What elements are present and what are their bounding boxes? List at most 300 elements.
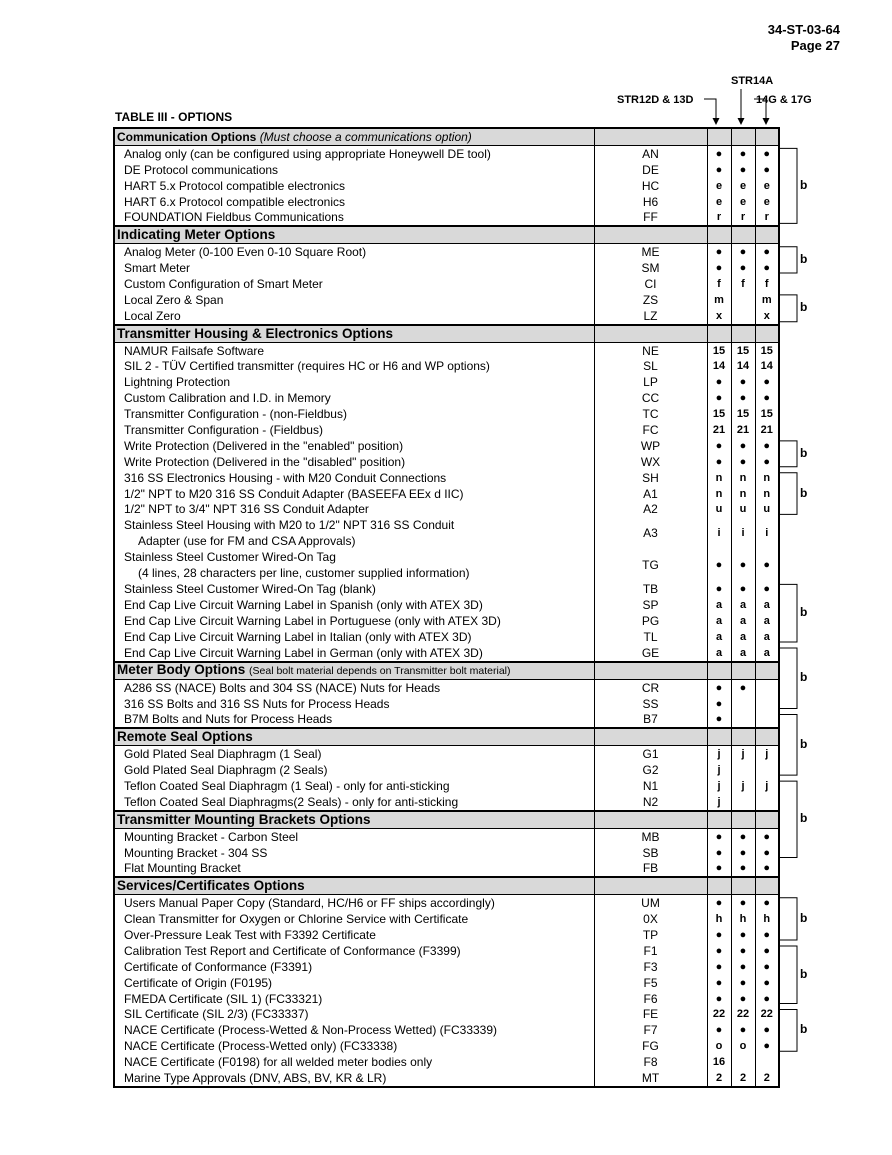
- availability-str14a: n: [731, 486, 755, 502]
- option-description: [114, 145, 594, 161]
- option-description: [114, 778, 594, 794]
- option-description-text: Marine Type Approvals (DNV, ABS, BV, KR & LR): [124, 1071, 387, 1086]
- section-note: (Seal bolt material depends on Transmitter bolt material): [249, 665, 511, 678]
- col-head-str14a: STR14A: [731, 75, 774, 87]
- availability-str14g: a: [755, 645, 779, 662]
- availability-str12d: ●: [707, 438, 731, 454]
- option-description: [114, 975, 594, 991]
- availability-str14a: 14: [731, 358, 755, 374]
- group-bracket-label: b: [800, 445, 808, 460]
- section-title: Services/Certificates Options: [117, 878, 305, 894]
- group-bracket: [780, 648, 797, 709]
- option-description: [114, 1038, 594, 1054]
- option-description-text: Local Zero: [124, 308, 181, 323]
- option-code: FG: [594, 1038, 707, 1054]
- availability-str14a: ●: [731, 145, 755, 161]
- option-description-text: Gold Plated Seal Diaphragm (2 Seals): [124, 763, 328, 778]
- availability-str12d: e: [707, 178, 731, 194]
- section-header: [114, 128, 779, 145]
- option-description: [114, 762, 594, 778]
- option-description-text: Gold Plated Seal Diaphragm (1 Seal): [124, 747, 322, 762]
- option-row: [114, 629, 779, 645]
- availability-str12d: ●: [707, 712, 731, 729]
- option-row: [114, 895, 779, 911]
- option-description: [114, 454, 594, 470]
- option-description: [114, 927, 594, 943]
- option-description: [114, 374, 594, 390]
- option-code: N2: [594, 794, 707, 811]
- section-header: [114, 325, 779, 342]
- availability-str12d: ●: [707, 162, 731, 178]
- option-description-text: Clean Transmitter for Oxygen or Chlorine Service with Certificate: [124, 912, 469, 927]
- availability-str14a: a: [731, 645, 755, 662]
- section-title: Meter Body Options: [117, 662, 246, 678]
- availability-str12d: ●: [707, 679, 731, 695]
- availability-str14a: e: [731, 178, 755, 194]
- availability-str12d: ●: [707, 374, 731, 390]
- availability-str14g: [755, 1054, 779, 1070]
- availability-str12d: 15: [707, 342, 731, 358]
- availability-str14a: 21: [731, 422, 755, 438]
- availability-str14g: ●: [755, 162, 779, 178]
- option-description: [114, 645, 594, 662]
- option-code: CI: [594, 276, 707, 292]
- group-bracket-label: b: [800, 300, 808, 315]
- availability-str14g: [755, 679, 779, 695]
- option-code: FC: [594, 422, 707, 438]
- option-row: [114, 244, 779, 260]
- option-description-text: SIL Certificate (SIL 2/3) (FC33337): [124, 1007, 309, 1022]
- option-description: [114, 342, 594, 358]
- availability-str14g: ●: [755, 943, 779, 959]
- option-row: [114, 501, 779, 517]
- availability-str14g: e: [755, 178, 779, 194]
- availability-str14a: a: [731, 629, 755, 645]
- availability-str14g: j: [755, 778, 779, 794]
- option-row: [114, 292, 779, 308]
- availability-str12d: ●: [707, 1022, 731, 1038]
- availability-str14g: ●: [755, 454, 779, 470]
- availability-str14a: u: [731, 501, 755, 517]
- availability-str14a: ●: [731, 374, 755, 390]
- option-code: MT: [594, 1070, 707, 1087]
- availability-str12d: ●: [707, 861, 731, 878]
- option-description-text: HART 6.x Protocol compatible electronics: [124, 194, 345, 209]
- option-description: [114, 895, 594, 911]
- option-row: [114, 943, 779, 959]
- option-description-text: Analog Meter (0-100 Even 0-10 Square Root): [124, 245, 367, 260]
- option-description: [114, 244, 594, 260]
- option-description-text: Mounting Bracket - 304 SS: [124, 845, 268, 860]
- option-description: [114, 194, 594, 210]
- option-row: [114, 276, 779, 292]
- group-bracket-label: b: [800, 251, 808, 266]
- option-code: UM: [594, 895, 707, 911]
- option-description: [114, 162, 594, 178]
- availability-str14g: ●: [755, 845, 779, 861]
- availability-str12d: ●: [707, 895, 731, 911]
- option-description-text: Users Manual Paper Copy (Standard, HC/H6 or FF ships accordingly): [124, 896, 495, 911]
- option-row: [114, 991, 779, 1007]
- option-row: [114, 422, 779, 438]
- availability-str14a: ●: [731, 927, 755, 943]
- availability-str12d: ●: [707, 927, 731, 943]
- availability-str14g: i: [755, 517, 779, 549]
- availability-str14a: [731, 762, 755, 778]
- availability-str14g: ●: [755, 438, 779, 454]
- group-bracket: [780, 441, 797, 467]
- availability-str12d: ●: [707, 845, 731, 861]
- option-description: [114, 613, 594, 629]
- section-title: Transmitter Housing & Electronics Options: [117, 325, 394, 341]
- option-description-text: End Cap Live Circuit Warning Label in German (only with ATEX 3D): [124, 645, 483, 660]
- group-bracket: [780, 898, 797, 940]
- availability-str14g: e: [755, 194, 779, 210]
- availability-str12d: ●: [707, 828, 731, 844]
- availability-str14a: h: [731, 911, 755, 927]
- availability-str14g: [755, 762, 779, 778]
- section-title: Communication Options: [117, 129, 257, 144]
- availability-str14a: [731, 292, 755, 308]
- availability-str14a: ●: [731, 244, 755, 260]
- option-description-text: FOUNDATION Fieldbus Communications: [124, 210, 344, 225]
- option-code: LZ: [594, 308, 707, 325]
- option-row: [114, 762, 779, 778]
- availability-str14g: [755, 794, 779, 811]
- option-row: [114, 845, 779, 861]
- availability-str12d: h: [707, 911, 731, 927]
- availability-str12d: 14: [707, 358, 731, 374]
- group-bracket-label: b: [800, 670, 808, 685]
- option-description-text: NACE Certificate (F0198) for all welded meter bodies only: [124, 1055, 433, 1070]
- option-code: AN: [594, 145, 707, 161]
- availability-str14a: j: [731, 778, 755, 794]
- option-description: [114, 178, 594, 194]
- option-description-continued: Adapter (use for FM and CSA Approvals): [138, 534, 356, 549]
- option-code: SM: [594, 260, 707, 276]
- option-row: [114, 861, 779, 878]
- option-description: [114, 991, 594, 1007]
- option-row: [114, 1022, 779, 1038]
- availability-str14a: ●: [731, 975, 755, 991]
- option-code: CC: [594, 390, 707, 406]
- option-description: [114, 292, 594, 308]
- option-description: [114, 828, 594, 844]
- group-bracket: [780, 247, 797, 273]
- option-description-text: End Cap Live Circuit Warning Label in Portuguese (only with ATEX 3D): [124, 614, 501, 629]
- option-code: 0X: [594, 911, 707, 927]
- availability-str14a: ●: [731, 549, 755, 581]
- option-description-text: Mounting Bracket - Carbon Steel: [124, 829, 299, 844]
- option-description-text: SIL 2 - TÜV Certified transmitter (requires HC or H6 and WP options): [124, 359, 490, 374]
- option-row: [114, 597, 779, 613]
- option-description-text: Over-Pressure Leak Test with F3392 Certificate: [124, 928, 376, 943]
- option-description: [114, 276, 594, 292]
- option-code: F3: [594, 959, 707, 975]
- option-description-text: Write Protection (Delivered in the "disabled" position): [124, 454, 406, 469]
- availability-str12d: n: [707, 486, 731, 502]
- group-bracket: [780, 715, 797, 776]
- availability-str14a: ●: [731, 895, 755, 911]
- availability-str14a: n: [731, 470, 755, 486]
- option-description: [114, 517, 594, 549]
- option-description-text: Local Zero & Span: [124, 292, 224, 307]
- option-code: FE: [594, 1007, 707, 1023]
- option-description: [114, 1022, 594, 1038]
- col-head-str12d: STR12D & 13D: [617, 94, 694, 106]
- availability-str14a: a: [731, 597, 755, 613]
- availability-str12d: 2: [707, 1070, 731, 1087]
- availability-str14a: ●: [731, 959, 755, 975]
- availability-str12d: ●: [707, 260, 731, 276]
- availability-str14a: o: [731, 1038, 755, 1054]
- option-description: [114, 1007, 594, 1023]
- group-bracket: [780, 148, 797, 223]
- option-code: HC: [594, 178, 707, 194]
- availability-str12d: ●: [707, 991, 731, 1007]
- option-description: [114, 1054, 594, 1070]
- availability-str14g: r: [755, 209, 779, 226]
- option-description: [114, 679, 594, 695]
- option-description: [114, 438, 594, 454]
- group-bracket: [780, 1010, 797, 1052]
- availability-str14a: r: [731, 209, 755, 226]
- option-description-text: 1/2" NPT to 3/4" NPT 316 SS Conduit Adapter: [124, 502, 369, 517]
- section-header: [114, 662, 779, 679]
- option-description-text: B7M Bolts and Nuts for Process Heads: [124, 712, 333, 727]
- availability-str12d: 16: [707, 1054, 731, 1070]
- availability-str12d: o: [707, 1038, 731, 1054]
- availability-str12d: j: [707, 778, 731, 794]
- option-code: DE: [594, 162, 707, 178]
- option-description: [114, 597, 594, 613]
- section-header: [114, 728, 779, 745]
- option-description: [114, 1070, 594, 1087]
- availability-str14a: [731, 794, 755, 811]
- availability-str12d: ●: [707, 943, 731, 959]
- availability-str14g: a: [755, 629, 779, 645]
- availability-str14g: j: [755, 746, 779, 762]
- option-row: [114, 162, 779, 178]
- option-description: [114, 581, 594, 597]
- option-description-text: Lightning Protection: [124, 375, 231, 390]
- availability-str14g: ●: [755, 1038, 779, 1054]
- availability-str14a: f: [731, 276, 755, 292]
- availability-str12d: ●: [707, 454, 731, 470]
- availability-str14g: a: [755, 613, 779, 629]
- section-header: [114, 811, 779, 828]
- option-code: TC: [594, 406, 707, 422]
- availability-str12d: r: [707, 209, 731, 226]
- option-description-text: 316 SS Bolts and 316 SS Nuts for Process Heads: [124, 696, 390, 711]
- option-description-text: Calibration Test Report and Certificate of Conformance (F3399): [124, 943, 461, 958]
- option-code: G2: [594, 762, 707, 778]
- option-description-text: Smart Meter: [124, 261, 191, 276]
- option-code: B7: [594, 712, 707, 729]
- availability-str14a: e: [731, 194, 755, 210]
- option-description-text: Transmitter Configuration - (non-Fieldbus): [124, 407, 347, 422]
- option-row: [114, 679, 779, 695]
- availability-str12d: x: [707, 308, 731, 325]
- availability-str12d: ●: [707, 959, 731, 975]
- option-description-text: HART 5.x Protocol compatible electronics: [124, 178, 345, 193]
- section-title: Indicating Meter Options: [117, 227, 276, 243]
- option-code: LP: [594, 374, 707, 390]
- option-description-text: Teflon Coated Seal Diaphragms(2 Seals) - only for anti-sticking: [124, 794, 459, 809]
- option-row: [114, 438, 779, 454]
- group-bracket-label: b: [800, 605, 808, 620]
- option-description-text: Certificate of Origin (F0195): [124, 975, 273, 990]
- option-row: [114, 374, 779, 390]
- availability-str14a: 2: [731, 1070, 755, 1087]
- option-description: [114, 390, 594, 406]
- availability-str12d: a: [707, 597, 731, 613]
- availability-str12d: ●: [707, 975, 731, 991]
- option-description-text: Analog only (can be configured using appropriate Honeywell DE tool): [124, 146, 491, 161]
- option-row: [114, 778, 779, 794]
- option-code: A2: [594, 501, 707, 517]
- group-bracket-label: b: [800, 736, 808, 751]
- availability-str14g: 21: [755, 422, 779, 438]
- availability-str14a: ●: [731, 390, 755, 406]
- section-title: Remote Seal Options: [117, 729, 253, 745]
- option-description: [114, 358, 594, 374]
- group-bracket: [780, 295, 797, 322]
- availability-str14g: h: [755, 911, 779, 927]
- option-code: SH: [594, 470, 707, 486]
- option-row: [114, 645, 779, 662]
- option-code: A1: [594, 486, 707, 502]
- option-code: F8: [594, 1054, 707, 1070]
- availability-str14g: 15: [755, 342, 779, 358]
- availability-str14a: ●: [731, 454, 755, 470]
- option-row: [114, 1070, 779, 1087]
- option-code: TG: [594, 549, 707, 581]
- section-note: (Must choose a communications option): [259, 129, 472, 144]
- option-row: [114, 794, 779, 811]
- group-bracket: [780, 781, 797, 857]
- availability-str12d: ●: [707, 145, 731, 161]
- availability-str14g: ●: [755, 244, 779, 260]
- availability-str12d: j: [707, 794, 731, 811]
- availability-str14g: ●: [755, 390, 779, 406]
- availability-str14g: ●: [755, 975, 779, 991]
- option-description-text: Stainless Steel Customer Wired-On Tag: [124, 550, 336, 565]
- availability-str14g: [755, 696, 779, 712]
- availability-str14g: [755, 712, 779, 729]
- option-description: [114, 794, 594, 811]
- option-row: [114, 712, 779, 729]
- option-description-text: A286 SS (NACE) Bolts and 304 SS (NACE) Nuts for Heads: [124, 680, 441, 695]
- group-bracket-label: b: [800, 966, 808, 981]
- option-description-text: Stainless Steel Customer Wired-On Tag (blank): [124, 582, 376, 597]
- option-row: [114, 696, 779, 712]
- option-code: TP: [594, 927, 707, 943]
- option-row: [114, 746, 779, 762]
- option-code: CR: [594, 679, 707, 695]
- availability-str14a: a: [731, 613, 755, 629]
- availability-str12d: ●: [707, 390, 731, 406]
- availability-str14g: 14: [755, 358, 779, 374]
- option-description: [114, 260, 594, 276]
- option-description-text: 1/2" NPT to M20 316 SS Conduit Adapter (BASEEFA EEx d IIC): [124, 486, 464, 501]
- group-bracket: [780, 946, 797, 1004]
- option-row: [114, 308, 779, 325]
- option-description-text: NACE Certificate (Process-Wetted only) (FC33338): [124, 1039, 398, 1054]
- availability-str12d: n: [707, 470, 731, 486]
- option-description: [114, 861, 594, 878]
- option-row: [114, 406, 779, 422]
- option-code: G1: [594, 746, 707, 762]
- availability-str14a: 15: [731, 342, 755, 358]
- option-code: F5: [594, 975, 707, 991]
- table-title: TABLE III - OPTIONS: [115, 110, 233, 124]
- option-description: [114, 911, 594, 927]
- availability-str12d: a: [707, 629, 731, 645]
- option-row: [114, 260, 779, 276]
- option-row: [114, 358, 779, 374]
- option-row: [114, 209, 779, 226]
- availability-str14g: ●: [755, 549, 779, 581]
- option-description: [114, 486, 594, 502]
- option-code: F7: [594, 1022, 707, 1038]
- option-description-text: NACE Certificate (Process-Wetted & Non-Process Wetted) (FC33339): [124, 1023, 498, 1038]
- option-code: NE: [594, 342, 707, 358]
- option-description: [114, 308, 594, 325]
- option-description-continued: (4 lines, 28 characters per line, customer supplied information): [138, 566, 470, 581]
- option-code: WX: [594, 454, 707, 470]
- option-row: [114, 959, 779, 975]
- availability-str14a: 22: [731, 1007, 755, 1023]
- availability-str14g: f: [755, 276, 779, 292]
- option-code: SB: [594, 845, 707, 861]
- availability-str12d: m: [707, 292, 731, 308]
- option-description-text: Teflon Coated Seal Diaphragm (1 Seal) - only for anti-sticking: [124, 779, 450, 793]
- option-description: [114, 470, 594, 486]
- availability-str14a: [731, 308, 755, 325]
- option-description: [114, 696, 594, 712]
- option-code: WP: [594, 438, 707, 454]
- availability-str14g: 22: [755, 1007, 779, 1023]
- availability-str14a: [731, 712, 755, 729]
- availability-str14g: ●: [755, 145, 779, 161]
- availability-str14g: m: [755, 292, 779, 308]
- option-row: [114, 911, 779, 927]
- option-row: [114, 517, 779, 549]
- option-code: TB: [594, 581, 707, 597]
- availability-str14a: ●: [731, 991, 755, 1007]
- option-description: [114, 406, 594, 422]
- availability-str14g: ●: [755, 861, 779, 878]
- option-code: A3: [594, 517, 707, 549]
- option-row: [114, 178, 779, 194]
- availability-str14g: ●: [755, 895, 779, 911]
- option-row: [114, 145, 779, 161]
- option-description-text: Flat Mounting Bracket: [124, 861, 241, 876]
- availability-str14a: ●: [731, 679, 755, 695]
- section-header: [114, 226, 779, 243]
- availability-str14g: 2: [755, 1070, 779, 1087]
- availability-str12d: j: [707, 746, 731, 762]
- availability-str14g: a: [755, 597, 779, 613]
- availability-str14a: ●: [731, 828, 755, 844]
- option-code: SP: [594, 597, 707, 613]
- option-row: [114, 549, 779, 581]
- availability-str14a: ●: [731, 260, 755, 276]
- option-code: N1: [594, 778, 707, 794]
- availability-str14g: ●: [755, 927, 779, 943]
- option-code: F6: [594, 991, 707, 1007]
